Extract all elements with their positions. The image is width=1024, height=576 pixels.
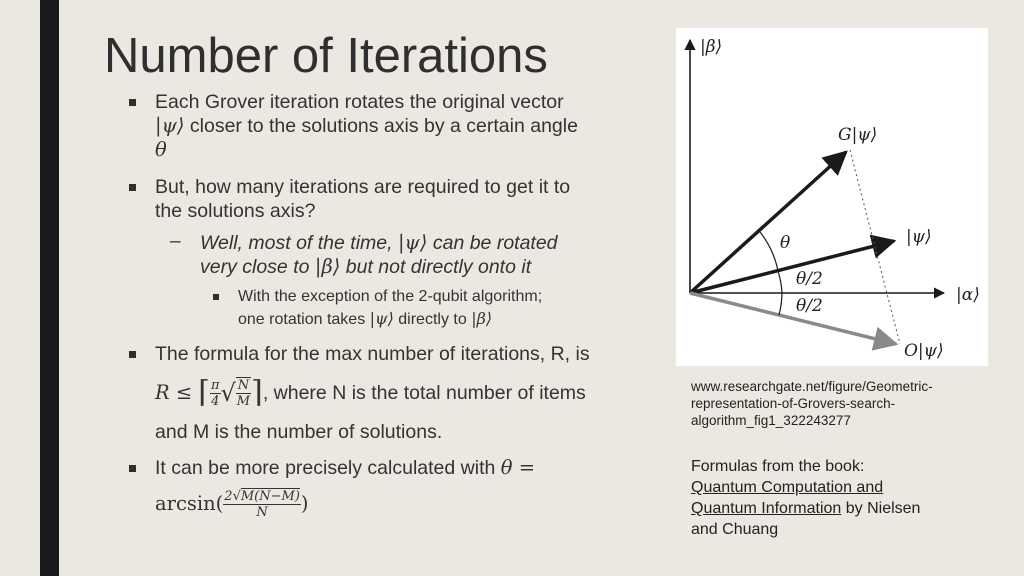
psi-ket: |ψ⟩ (155, 114, 185, 137)
psi-ket: |ψ⟩ (397, 231, 428, 254)
beta-ket: |β⟩ (471, 309, 493, 328)
sub-line-1b: can be rotated (427, 232, 558, 254)
book-by: by Nielsen (841, 500, 921, 517)
sub-sub-line-2b: directly to (393, 311, 472, 328)
sqrt-n-over-m: √ $\frac{N}{M}$ (220, 378, 251, 409)
sub-bullet (200, 231, 670, 279)
book-reference (691, 456, 981, 540)
sub-line-2a: very close to (200, 256, 315, 278)
bullet-3-after: , where N is the total number of items (262, 382, 586, 404)
pi-symbol: π (210, 377, 220, 393)
book-title-link-2[interactable]: Quantum Information (691, 500, 842, 517)
arcsin-denominator: N (256, 504, 268, 520)
pi-over-four (210, 378, 221, 409)
bullet-3-line-3: and M is the number of solutions. (155, 421, 443, 443)
sub-line-1a: Well, most of the time, (200, 232, 398, 254)
sub-sub-bullet (238, 286, 678, 331)
bullet-2-line-2: the solutions axis? (155, 200, 316, 222)
psi-ket: |ψ⟩ (369, 309, 394, 328)
bullet-4-text: It can be more precisely calculated with (155, 457, 501, 479)
bullet-1 (155, 90, 675, 162)
four: 4 (211, 393, 220, 409)
book-line-4: and Chuang (691, 521, 779, 538)
bullet-3-line-1: The formula for the max number of iterations, R, is (155, 343, 590, 365)
theta-label: θ (780, 233, 791, 253)
slide-title: Number of Iterations (104, 29, 548, 83)
theta-equals: θ = (500, 456, 536, 479)
bullet-1-line-1: Each Grover iteration rotates the original vector (155, 91, 564, 113)
bullet-marker (129, 184, 136, 191)
book-title-link-1[interactable]: Quantum Computation and (691, 479, 884, 496)
arcsin-close: ) (300, 492, 309, 515)
grover-geometric-diagram (676, 28, 988, 366)
sub-sub-line-2a: one rotation takes (238, 311, 370, 328)
diagram-svg (676, 28, 988, 366)
dotted-reflection-line (850, 150, 900, 344)
bullet-marker (129, 465, 136, 472)
N-symbol: N (237, 378, 250, 393)
bullet-1-line-2: closer to the solutions axis by a certain angle (184, 115, 578, 137)
left-accent-bar (40, 0, 59, 576)
theta-arc (760, 232, 778, 271)
bullet-4-formula (155, 482, 455, 526)
half-theta-arc-2 (779, 293, 782, 315)
half-theta-label-2: θ/2 (796, 296, 823, 316)
ceiling-right: ⌉ (251, 375, 263, 410)
bullet-marker (129, 351, 136, 358)
bullet-2-line-1: But, how many iterations are required to get it to (155, 176, 571, 198)
two: 2 (224, 488, 233, 504)
theta-symbol: θ (155, 138, 167, 161)
psi-label: |ψ⟩ (906, 227, 932, 247)
arcsin-fraction (223, 489, 301, 520)
sub-line-2b: but not directly onto it (340, 256, 532, 278)
radicand: M(N−M) (240, 488, 300, 504)
M-symbol: M (236, 394, 251, 409)
bullet-marker (213, 294, 219, 300)
book-line-1: Formulas from the book: (691, 458, 865, 475)
half-theta-arc-1 (778, 271, 782, 293)
bullet-3-formula (155, 364, 675, 422)
half-theta-label-1: θ/2 (796, 269, 823, 289)
caption-line-1: www.researchgate.net/figure/Geometric- (691, 379, 933, 394)
R-le: R ≤ (155, 381, 193, 404)
arcsin-open: arcsin( (155, 492, 224, 515)
bullet-2 (155, 175, 675, 223)
alpha-label: |α⟩ (956, 285, 980, 305)
beta-ket: |β⟩ (314, 255, 341, 278)
sub-bullet-dash: – (170, 231, 181, 252)
g-psi-label: G|ψ⟩ (838, 125, 878, 145)
caption-line-2: representation-of-Grovers-search- (691, 396, 896, 411)
bullet-marker (129, 99, 136, 106)
figure-source-caption (691, 378, 971, 429)
bullet-4-line-1 (155, 456, 675, 480)
o-psi-label: O|ψ⟩ (904, 341, 944, 361)
sub-sub-line-1: With the exception of the 2-qubit algorithm; (238, 288, 543, 305)
ceiling-left: ⌈ (198, 375, 210, 410)
arcsin-numerator: 2√M(N−M) (224, 488, 300, 504)
caption-line-3: algorithm_fig1_322243277 (691, 413, 851, 428)
o-psi-vector (690, 293, 896, 344)
beta-label: |β⟩ (700, 37, 723, 57)
